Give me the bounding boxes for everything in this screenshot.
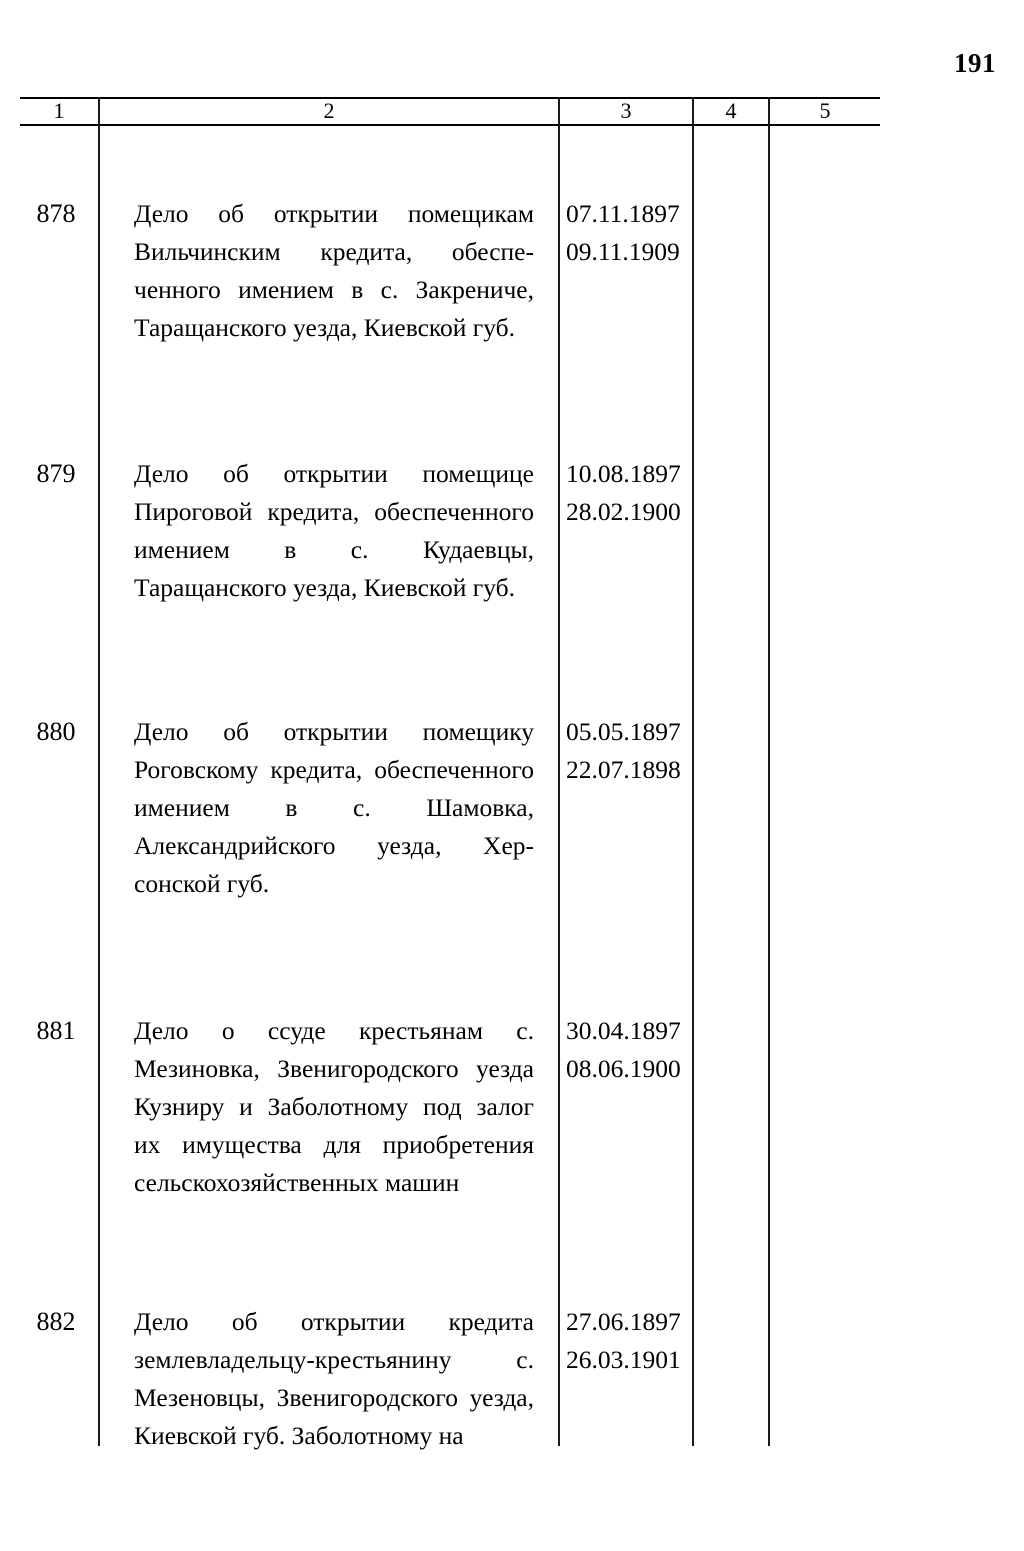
description-line: Пироговой кредита, обеспеченного — [134, 497, 534, 526]
description-line: Таращанского уезда, Киевской губ. — [134, 313, 516, 342]
column-header-3: 3 — [620, 98, 632, 123]
column-divider-1 — [98, 97, 100, 1446]
description-line: Таращанского уезда, Киевской губ. — [134, 573, 516, 602]
description-line: Дело об открытии помещикам — [134, 199, 534, 228]
description-line: Дело об открытии кредита — [134, 1307, 534, 1336]
description-line: Кузниру и Заболотному под залог — [134, 1092, 534, 1121]
date-value: 10.08.1897 — [566, 459, 681, 488]
description-line: их имущества для приобретения — [134, 1130, 534, 1159]
date-value: 08.06.1900 — [566, 1054, 681, 1083]
row-description — [134, 455, 534, 607]
row-dates — [566, 1012, 690, 1088]
description-line: Вильчинским кредита, обеспе- — [134, 237, 534, 266]
row-description — [134, 1012, 534, 1202]
column-divider-2 — [558, 97, 560, 1446]
description-line: имением в с. Кудаевцы, — [134, 535, 534, 564]
row-number: 881 — [36, 1016, 76, 1045]
row-description — [134, 713, 534, 903]
date-value: 30.04.1897 — [566, 1016, 681, 1045]
description-line: Дело об открытии помещице — [134, 459, 534, 488]
row-number: 878 — [36, 199, 76, 228]
description-line: Дело об открытии помещику — [134, 717, 534, 746]
column-header-4: 4 — [725, 98, 737, 123]
date-value: 28.02.1900 — [566, 497, 681, 526]
table-header-bottom-rule — [20, 124, 880, 126]
date-value: 26.03.1901 — [566, 1345, 681, 1374]
row-description — [134, 195, 534, 347]
description-line: ченного имением в с. Закрениче, — [134, 275, 534, 304]
column-divider-4 — [768, 97, 770, 1446]
description-line: Роговскому кредита, обеспеченного — [134, 755, 534, 784]
column-header-5: 5 — [819, 98, 831, 123]
description-line: Мезиновка, Звенигородского уезда — [134, 1054, 534, 1083]
row-dates — [566, 455, 690, 531]
description-line: Дело о ссуде крестьянам с. — [134, 1016, 534, 1045]
date-value: 22.07.1898 — [566, 755, 681, 784]
description-line: сонской губ. — [134, 869, 270, 898]
column-header-1: 1 — [53, 98, 65, 123]
description-line: Александрийского уезда, Хер- — [134, 831, 534, 860]
date-value: 27.06.1897 — [566, 1307, 681, 1336]
row-dates — [566, 195, 690, 271]
row-description — [134, 1303, 534, 1455]
date-value: 09.11.1909 — [566, 237, 680, 266]
date-value: 05.05.1897 — [566, 717, 681, 746]
page-number: 191 — [954, 48, 996, 78]
description-line: Мезеновцы, Звенигородского уезда, — [134, 1383, 534, 1412]
column-header-2: 2 — [323, 98, 335, 123]
description-line: сельскохозяйственных машин — [134, 1168, 460, 1197]
row-number: 879 — [36, 459, 76, 488]
description-line: Киевской губ. Заболотному на — [134, 1421, 464, 1450]
row-number: 882 — [36, 1307, 76, 1336]
row-dates — [566, 713, 690, 789]
row-dates — [566, 1303, 690, 1379]
description-line: имением в с. Шамовка, — [134, 793, 534, 822]
description-line: землевладельцу-крестьянину с. — [134, 1345, 534, 1374]
row-number: 880 — [36, 717, 76, 746]
date-value: 07.11.1897 — [566, 199, 680, 228]
column-divider-3 — [692, 97, 694, 1446]
